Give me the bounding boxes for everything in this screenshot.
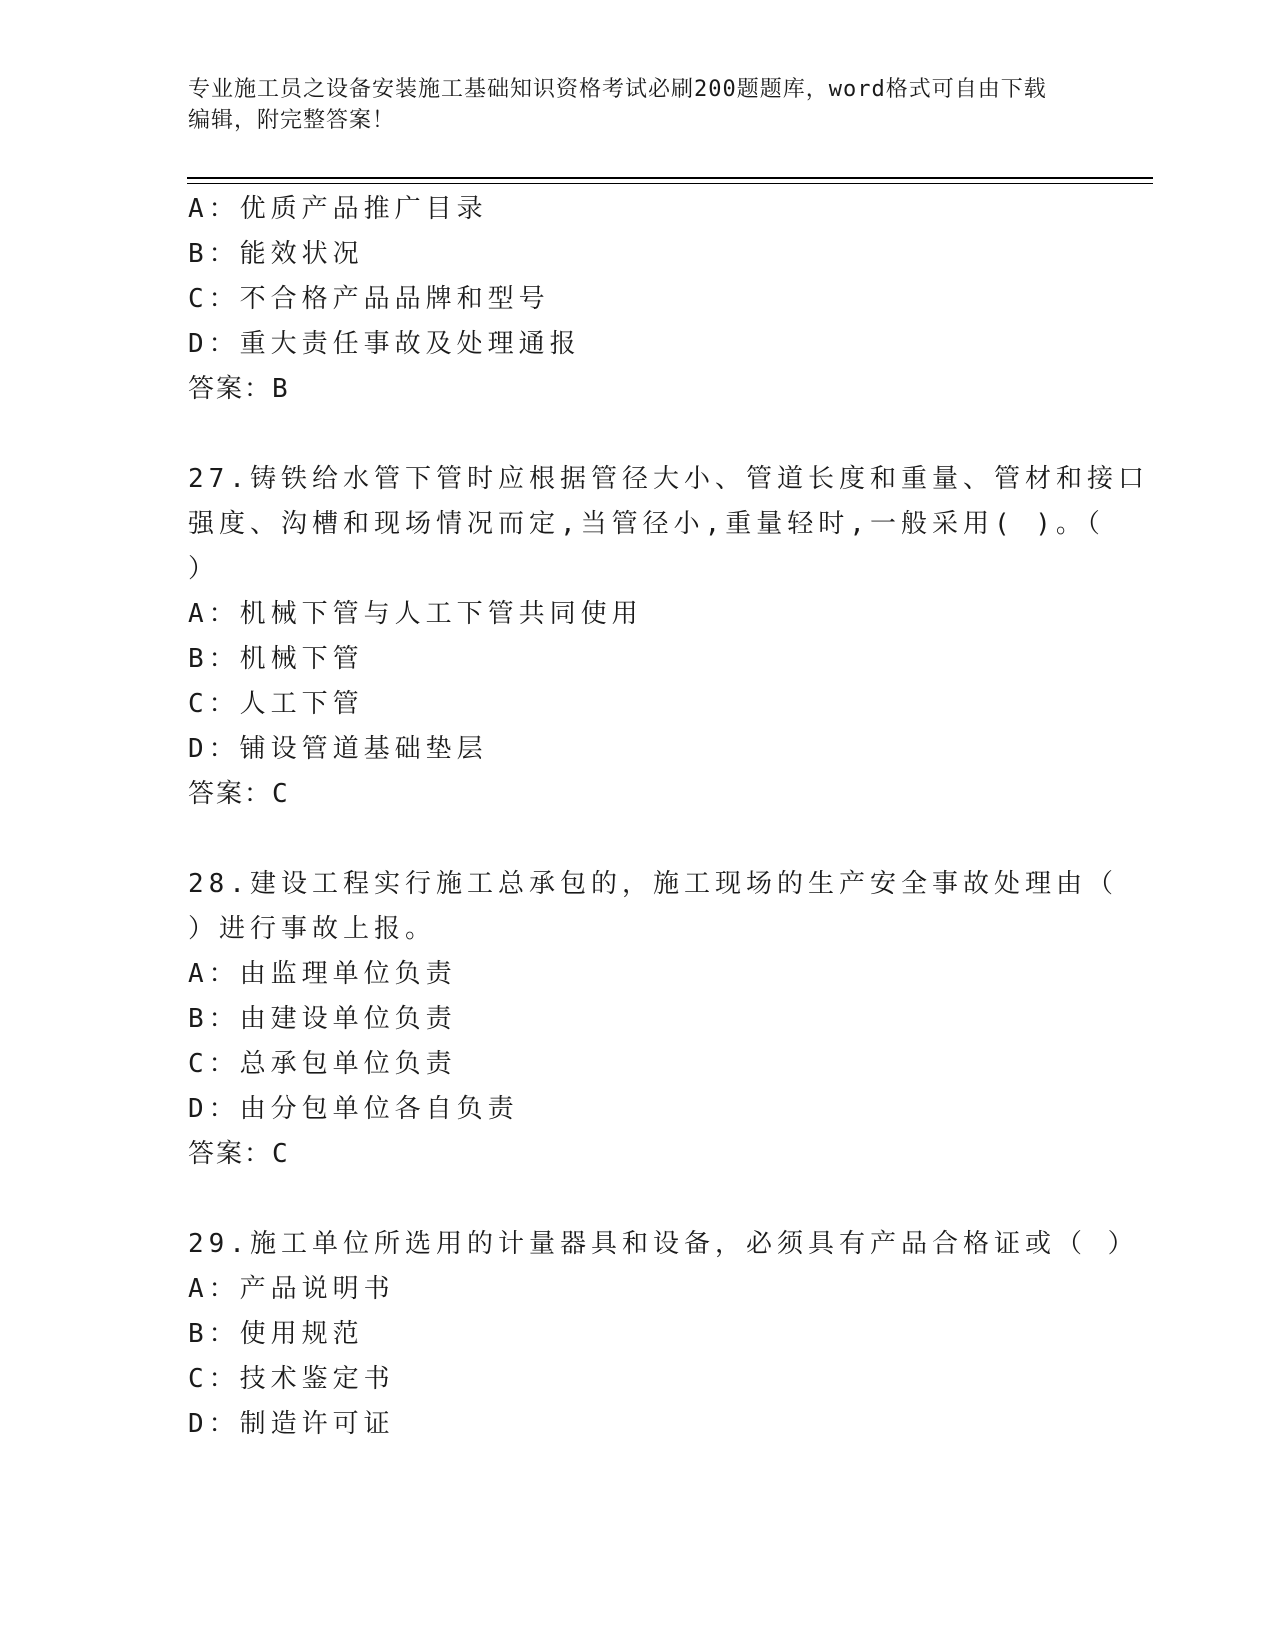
q28-option-c: C：总承包单位负责 xyxy=(188,1049,457,1079)
q27-answer: 答案：C xyxy=(188,779,290,809)
q29-option-d: D：制造许可证 xyxy=(188,1409,395,1439)
q26-answer: 答案：B xyxy=(188,374,290,404)
q26-option-d: D：重大责任事故及处理通报 xyxy=(188,329,581,359)
q27-question-line-2: 强度、沟槽和现场情况而定,当管径小,重量轻时,一般采用( )。（ xyxy=(188,509,1105,539)
header-divider-thick xyxy=(187,177,1153,179)
q27-option-b: B：机械下管 xyxy=(188,644,364,674)
q28-option-a: A：由监理单位负责 xyxy=(188,959,457,989)
q28-option-d: D：由分包单位各自负责 xyxy=(188,1094,519,1124)
q28-answer: 答案：C xyxy=(188,1139,290,1169)
document-header: 专业施工员之设备安装施工基础知识资格考试必刷200题题库，word格式可自由下载编辑，附完整答案！ xyxy=(188,77,1047,133)
q29-question-line-1: 29.施工单位所选用的计量器具和设备，必须具有产品合格证或（ ） xyxy=(188,1229,1139,1259)
header-divider-thin xyxy=(187,183,1153,184)
q27-option-c: C：人工下管 xyxy=(188,689,364,719)
q26-option-a: A：优质产品推广目录 xyxy=(188,194,488,224)
q27-question-line-3: ） xyxy=(188,554,220,584)
q27-option-a: A：机械下管与人工下管共同使用 xyxy=(188,599,643,629)
q27-question-line-1: 27.铸铁给水管下管时应根据管径大小、管道长度和重量、管材和接口 xyxy=(188,464,1149,494)
q29-option-b: B：使用规范 xyxy=(188,1319,364,1349)
q28-question-line-1: 28.建设工程实行施工总承包的，施工现场的生产安全事故处理由（ xyxy=(188,869,1118,899)
q29-option-c: C：技术鉴定书 xyxy=(188,1364,395,1394)
q27-option-d: D：铺设管道基础垫层 xyxy=(188,734,488,764)
q26-option-b: B：能效状况 xyxy=(188,239,364,269)
q28-question-line-2: ）进行事故上报。 xyxy=(188,914,437,944)
q29-option-a: A：产品说明书 xyxy=(188,1274,395,1304)
q28-option-b: B：由建设单位负责 xyxy=(188,1004,457,1034)
q26-option-c: C：不合格产品品牌和型号 xyxy=(188,284,550,314)
